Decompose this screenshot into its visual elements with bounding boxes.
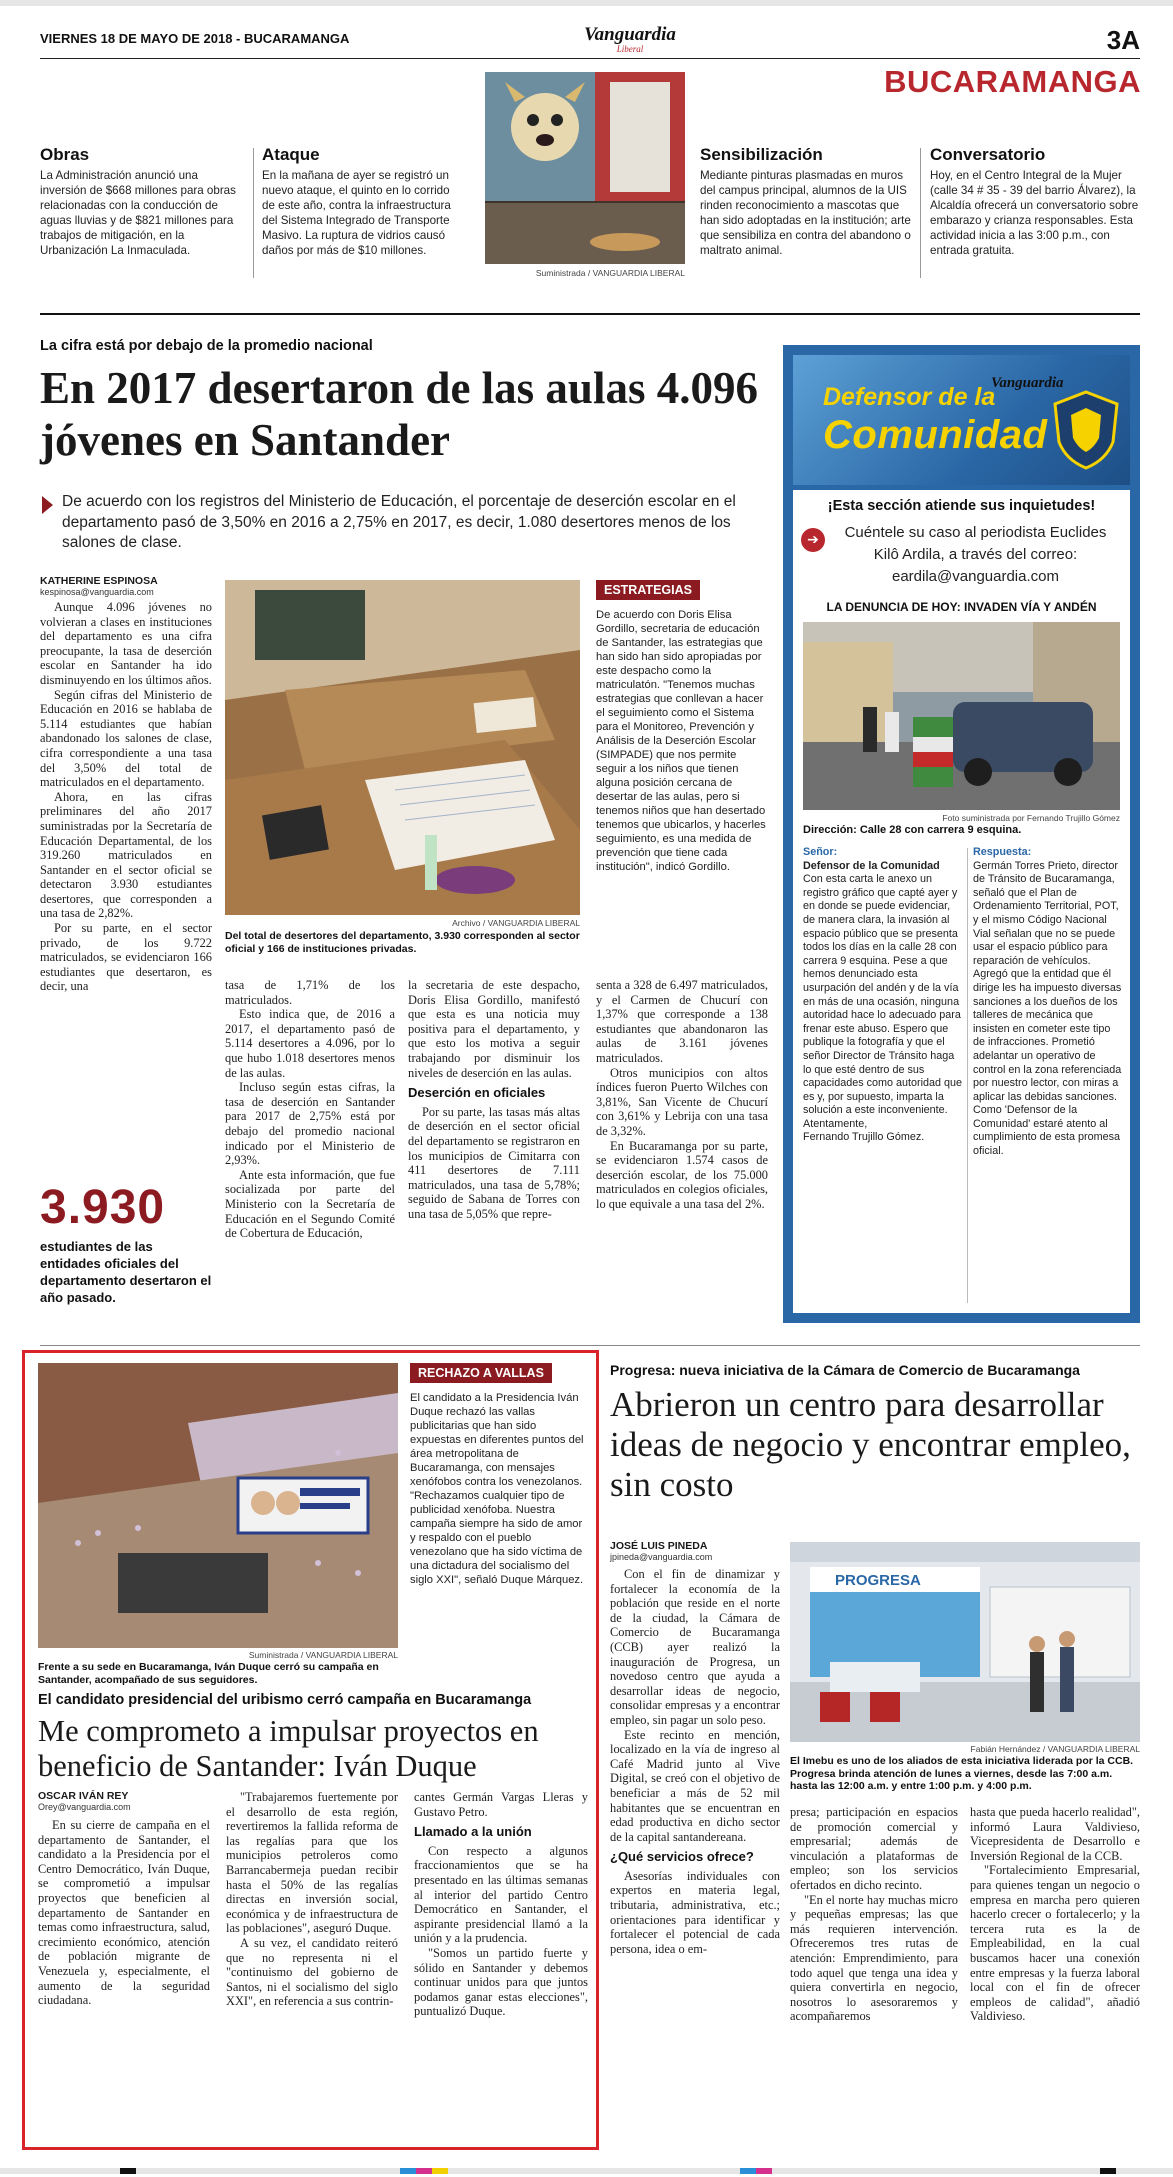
paragraph: Con el fin de dinamizar y fortalecer la economía de la población que reside en el norte de la ciudad, la Cámara de Comercio de Bucaramanga (CCB) ayer realizó la inauguración de Progresa, un novedoso centro que ayuda a desarrollar ideas de negocio, consolidar empresas y a encontrar empleo, sin pagar un solo peso. [610, 1567, 780, 1727]
paragraph: En su cierre de campaña en el departamento de Santander, el candidato a la Presidencia por el Centro Democrático, Iván Duque, se comprometió a impulsar proyectos que beneficien al departamento de Santander en temas como infraestructura, salud, crecimiento económico, atención de población migrante de Venezuela y, especialmente, el aumento de la seguridad ciudadana. [38, 1818, 210, 2008]
section-rule [40, 313, 1140, 315]
paragraph: "Somos un partido fuerte y sólido en Santander y debemos continuar unidos para que juntos podamos ganar estas elecciones", puntualizó Duque. [414, 1945, 588, 2019]
byline-name: KATHERINE ESPINOSA [40, 575, 158, 587]
lead-column-2 [225, 978, 395, 1241]
office-sign: PROGRESA [835, 1572, 921, 1589]
response-text: Germán Torres Prieto, director de Tránsito de Bucaramanga, señaló que el Plan de Ordenamiento Territorial, POT, y el mismo Código Nacional Vial señalan que no se puede usar el espacio público para reparación de vehículos. Agregó que la entidad que él dirige les ha impuesto diversas sanciones a los dueños de los talleres de mecánica que insisten en cometer este tipo de infracciones. Prometió adelantar un operativo de control en la zona referenciada por nuestro lector, con miras a aplicar las debidas sanciones. Como 'Defensor de la Comunidad' estaré atento al cumplimiento de esta promesa oficial. [973, 859, 1122, 1158]
paragraph: "Trabajaremos fuertemente por el desarrollo de esta región, revertiremos la fallida reforma de las regalías para que los municipios petroleros como Barrancabermeja puedan recibir hasta el 50% de las regalías directas en inversión social, económica y de infraestructura de las poblaciones", aseguró Duque. [226, 1790, 398, 1936]
duque-column-3 [414, 1790, 588, 2135]
defensor-logo-line2: Comunidad [823, 413, 1048, 457]
classroom-photo [225, 580, 580, 915]
mural-illustration [485, 72, 685, 264]
progresa-column-2 [790, 1805, 958, 2137]
color-patch [756, 2168, 772, 2174]
paragraph: presa; participación en espacios de promoción comercial y empresarial; además de vinculación a plataformas de empleo; son los servicios ofertados en dicho recinto. [790, 1805, 958, 1892]
rally-illustration [38, 1363, 398, 1648]
duque-column-2 [226, 1790, 398, 2135]
sidebar-text: El candidato a la Presidencia Iván Duque rechazó las vallas publicitarias que han sido expuestas en diferentes puntos del área metropolitana de Bucaramanga, con mensajes xenófobos contra los venezolanos. "Rechazamos cualquier tipo de publicidad xenófoba. Nuestra campaña siempre ha sido de amor y respaldo con el pueblo venezolano que ha sido víctima de una dictadura del socialismo del siglo XXI", señaló Duque Márquez. [410, 1392, 584, 1586]
classroom-photo-caption: Del total de desertores del departamento, 3.930 corresponden al sector oficial y 166 de instituciones privadas. [225, 930, 580, 955]
paragraph: tasa de 1,71% de los matriculados. [225, 978, 395, 1007]
mural-photo-credit: Suministrada / VANGUARDIA LIBERAL [535, 268, 685, 278]
brief-title: Sensibilización [700, 145, 823, 164]
office-photo [790, 1542, 1140, 1742]
paragraph: Ante esta información, que fue socializada por parte del Ministerio con la Secretaría de Educación en el Segundo Comité de Cobertura de Educación, [225, 1167, 395, 1241]
defensor-logo-brand: Vanguardia [991, 375, 1064, 391]
paragraph: Este recinto en mención, localizado en la vía de ingreso al Café Madrid junto al Vive Digital, se creó con el objetivo de beneficiar a más de 52 mil habitantes que se encuentran en edad productiva en dicho sector de la capital santandereana. [610, 1727, 780, 1844]
color-patch [400, 2168, 416, 2174]
brief-text: La Administración anunció una inversión de $668 millones para obras relacionadas con la conducción de aguas lluvias y de $821 millones para trabajos de mitigación, en la Urbanización La Inmaculada. [40, 169, 236, 257]
paragraph: Por su parte, en el sector privado, de los 9.722 matriculados, se evidenciaron 166 estudiantes que desertaron, es decir, una [40, 921, 212, 994]
header-logo-sub: Liberal [616, 44, 644, 54]
letter-divider [967, 848, 968, 1303]
page-header [40, 25, 1140, 59]
letter-subheading: Defensor de la Comunidad [803, 859, 940, 872]
brief-title: Ataque [262, 145, 320, 164]
color-patch [1100, 2168, 1116, 2174]
color-patch [432, 2168, 448, 2174]
byline-email: kespinosa@vanguardia.com [40, 587, 154, 597]
brief-ataque [262, 145, 462, 258]
lead-column-4 [596, 978, 768, 1211]
progresa-byline [610, 1540, 790, 1562]
office-photo-credit: Fabián Hernández / VANGUARDIA LIBERAL [970, 1744, 1140, 1754]
defensor-notice-title: ¡Esta sección atiende sus inquietudes! [827, 498, 1096, 514]
defensor-logo-line1: Defensor de la [823, 383, 996, 411]
sidebar-label: ESTRATEGIAS [596, 580, 700, 600]
mural-photo [485, 72, 685, 264]
byline-email: Orey@vanguardia.com [38, 1802, 131, 1812]
subhead: ¿Qué servicios ofrece? [610, 1849, 754, 1865]
paragraph: Según cifras del Ministerio de Educación en 2016 se hablaba de 5.114 estudiantes que habían abandonado los salones de clase, cifra correspondiente a una tasa del 3,50% del total de matriculados en el departamento. [40, 687, 212, 790]
defensor-notice-text: Cuéntele su caso al periodista Euclides Kilô Ardila, a través del correo: eardila@vanguardia.com [844, 524, 1107, 585]
brief-sensibilizacion [700, 145, 915, 258]
paragraph: Con respecto a algunos fraccionamientos que se ha presentado en las últimas semanas al interior del partido Centro Democrático en Santander, el aspirante presidencial llamó a la unión y a la prudencia. [414, 1843, 588, 1946]
byline-email: jpineda@vanguardia.com [610, 1552, 713, 1562]
color-patch [120, 2168, 136, 2174]
color-patch [740, 2168, 756, 2174]
street-photo [803, 622, 1120, 810]
duque-byline [38, 1790, 218, 1812]
defensor-letter [803, 846, 963, 1306]
paragraph: Otros municipios con altos índices fueron Puerto Wilches con 3,81%, San Vicente de Chucurí con 3,61% y Lebrija con una tasa de 3,32%. [596, 1065, 768, 1138]
lead-kicker: La cifra está por debajo de la promedio nacional [40, 338, 373, 354]
paragraph: Por su parte, las tasas más altas de deserción en el sector oficial del departamento se registraron en los municipios de Cimitarra con 411 desertores de 7.111 matriculados, una tasa de 5,78%; seguido de Sabana de Torres con una tasa de 5,05% que repre- [408, 1104, 580, 1221]
letter-sign-2: Fernando Trujillo Gómez. [803, 1131, 925, 1144]
estrategias-sidebar [596, 580, 766, 998]
letter-sign-1: Atentamente, [803, 1117, 868, 1130]
brief-title: Conversatorio [930, 145, 1046, 164]
brief-divider [920, 148, 921, 278]
rally-photo-caption: Frente a su sede en Bucaramanga, Iván Duque cerró su campaña en Santander, acompañado de sus seguidores. [38, 1661, 379, 1686]
stat-text: estudiantes de las entidades oficiales del departamento desertaron el año pasado. [40, 1239, 212, 1305]
duque-headline: Me comprometo a impulsar proyectos en beneficio de Santander: Iván Duque [38, 1714, 539, 1783]
rechazo-sidebar [410, 1363, 588, 1681]
section-title: BUCARAMANGA [884, 64, 1141, 99]
sidebar-label: RECHAZO A VALLAS [410, 1363, 552, 1383]
paragraph: senta a 328 de 6.497 matriculados, y el Carmen de Chucurí con 1,37% que corresponde a 138 estudiantes que abandonaron las aulas de 3.161 jóvenes matriculados. [596, 978, 768, 1065]
lead-headline: En 2017 desertaron de las aulas 4.096 jóvenes en Santander [40, 363, 758, 465]
rally-photo-credit: Suministrada / VANGUARDIA LIBERAL [248, 1650, 398, 1660]
street-illustration [803, 622, 1120, 810]
progresa-column-1 [610, 1567, 780, 2137]
classroom-photo-credit: Archivo / VANGUARDIA LIBERAL [452, 918, 580, 928]
rally-photo [38, 1363, 398, 1648]
paragraph: Ahora, en las cifras preliminares del año 2017 suministradas por la Secretaría de Educación Departamental, de los 319.260 matriculados en Santander en el sector oficial se detectaron 3.930 estudiantes desertores, que corresponden a una tasa de 2,82%. [40, 789, 212, 921]
classroom-illustration [225, 580, 580, 915]
lead-deck: De acuerdo con los registros del Ministerio de Educación, el porcentaje de deserción escolar en el departamento pasó de 3,50% en 2016 a 2,75% en 2017, es decir, 1.080 desertores menos de los salones de clase. [62, 493, 736, 551]
lead-column-1 [40, 600, 212, 1162]
header-page-number: 3A [1106, 25, 1140, 55]
defensor-case-title: LA DENUNCIA DE HOY: INVADEN VÍA Y ANDÉN [826, 600, 1097, 614]
color-patch [416, 2168, 432, 2174]
brief-title: Obras [40, 145, 90, 164]
progresa-headline: Abrieron un centro para desarrollar ideas de negocio y encontrar empleo, sin costo [610, 1385, 1131, 1504]
letter-text: Con esta carta le anexo un registro gráfico que capté ayer y en donde se puede evidenciar, de manera clara, la invasión al espacio público que se presenta todos los días en la calle 28 con carrera 9 esquina. Pese a que hemos denunciado esta usurpación del andén y de la vía en más de una ocasión, ninguna autoridad hace lo adecuado para frenar este abuso. Espero que publique la fotografía y que el señor Director de Tránsito haga lo que esté dentro de sus capacidades como autoridad que es y, por supuesto, imparta la solución a este inconveniente. [803, 873, 963, 1117]
lead-byline [40, 575, 220, 597]
paragraph: la secretaria de este despacho, Doris Elisa Gordillo, manifestó que esta es una noticia muy positiva para el departamento, y que esto los motiva a seguir trabajando por disminuir los niveles de deserción en las aulas. [408, 978, 580, 1080]
response-heading: Respuesta: [973, 846, 1032, 858]
brief-obras [40, 145, 245, 258]
defensor-logo-area [793, 355, 1130, 485]
defensor-content [793, 490, 1130, 1313]
brief-text: En la mañana de ayer se registró un nuevo ataque, el quinto en lo corrido de este año, contra la infraestructura del Sistema Integrado de Transporte Masivo. La ruptura de vidrios causó daños por más de $10 millones. [262, 169, 451, 257]
brief-text: Hoy, en el Centro Integral de la Mujer (calle 34 # 35 - 39 del barrio Álvarez), la Alcaldía ofrecerá un conversatorio sobre embarazo y crianza responsables. Esta actividad inicia a las 3:00 p.m., con entrada gratuita. [930, 169, 1139, 257]
paragraph: A su vez, el candidato reiteró que no representa ni el "continuismo del gobierno de Santos, ni el socialismo del siglo XXI", en referencia a sus contrin- [226, 1935, 398, 2009]
brief-text: Mediante pinturas plasmadas en muros del campus principal, alumnos de la UIS rinden reconocimiento a mascotas que han sido adoptadas en la institución; arte que sensibiliza en contra del abandono o maltrato animal. [700, 169, 911, 257]
section-rule [40, 1345, 1140, 1346]
paragraph: Incluso según estas cifras, la tasa de deserción en Santander para 2017 de 2,75% está por debajo del promedio nacional indicado por el Ministerio de 2,93%. [225, 1080, 395, 1168]
paragraph: Esto indica que, de 2016 a 2017, el departamento pasó de 5.114 desertores a 4.096, por lo que hubo 1.018 desertores menos de las aulas. [225, 1007, 395, 1080]
paragraph: "Fortalecimiento Empresarial, para quienes tengan un negocio o empresa en marcha pero quieren hacerlo crecer o fortalecerlo; y la tercera ruta es la de Empleabilidad, en la cual buscamos hacer una conexión entre empresas y la fuerza laboral local con el fin de ofrecer empleos de calidad", añadió Valdivieso. [970, 1863, 1140, 2024]
lead-column-3 [408, 978, 580, 1221]
subhead: Deserción en oficiales [408, 1085, 546, 1101]
stat-number: 3.930 [40, 1181, 166, 1234]
paragraph: Aunque 4.096 jóvenes no volvieran a clases en instituciones del departamento es una cifra preocupante, la tasa de deserción escolar en Santander ha ido disminuyendo en los últimos años. [40, 600, 212, 687]
print-color-bar-top [0, 0, 1173, 6]
byline-name: OSCAR IVÁN REY [38, 1790, 129, 1802]
defensor-response [973, 846, 1123, 1306]
header-logo-main: Vanguardia [584, 24, 676, 45]
brief-divider [253, 148, 254, 278]
lead-deck-marker [42, 496, 53, 514]
paragraph: hasta que pueda hacerlo realidad", informó Laura Valdivieso, Vicepresidenta de Desarrollo e Inversión Regional de la CCB. [970, 1805, 1140, 1863]
subhead: Llamado a la unión [414, 1824, 532, 1840]
progresa-column-3 [970, 1805, 1140, 2137]
paragraph: "En el norte hay muchas micro y pequeñas empresas; las que más requieren intervención. Ofreceremos tres rutas de atención: Emprendimiento, para todo aquel que tenga una idea y quiera convertirla en negocio, nosotros lo asesoraremos y acompañaremos [790, 1892, 958, 2024]
byline-name: JOSÉ LUIS PINEDA [610, 1540, 708, 1552]
progresa-kicker: Progresa: nueva iniciativa de la Cámara de Comercio de Bucaramanga [610, 1362, 1080, 1378]
header-logo [560, 25, 700, 54]
brief-conversatorio [930, 145, 1140, 258]
paragraph: cantes Germán Vargas Lleras y Gustavo Petro. [414, 1790, 588, 1819]
arrow-icon: ➔ [801, 528, 825, 552]
street-photo-credit: Foto suministrada por Fernando Trujillo Gómez [942, 813, 1120, 823]
defensor-box [783, 345, 1140, 1323]
letter-heading: Señor: [803, 846, 838, 858]
duque-kicker: El candidato presidencial del uribismo cerró campaña en Bucaramanga [38, 1692, 532, 1708]
shield-icon [1051, 390, 1121, 470]
office-photo-caption: El Imebu es uno de los aliados de esta iniciativa liderada por la CCB. Progresa brinda atención de lunes a viernes, desde las 7:00 a.m. hasta las 12:00 a.m. y entre 1:00 p.m. y 4:00 p.m. [790, 1755, 1134, 1792]
sidebar-text: De acuerdo con Doris Elisa Gordillo, secretaria de educación de Santander, las estrategias que han sido han sido apropiadas por este despacho como la matriculatón. "Tenemos muchas estrategias que conllevan a hacer el seguimiento como el Sistema para el Monitoreo, Prevención y Análisis de la Deserción Escolar (SIMPADE) que nos permite seguir a los niños que tienen alguna posición cercana de desertar de las aulas, pero si tenemos niños que han desertado tenemos que ubicarlos, y hacerles seguimiento, es una medida de prevención que tiene cada institución", indicó Gordillo. [596, 609, 766, 873]
header-date: VIERNES 18 DE MAYO DE 2018 - BUCARAMANGA [40, 31, 350, 46]
print-color-bar-bottom [0, 2168, 1173, 2174]
duque-column-1 [38, 1818, 210, 2138]
paragraph: En Bucaramanga por su parte, se evidenciaron 1.574 casos de deserción escolar, de los 75.000 matriculados en colegios oficiales, lo que equivale a una tasa del 2%. [596, 1138, 768, 1211]
street-photo-caption: Dirección: Calle 28 con carrera 9 esquina. [803, 824, 1022, 836]
paragraph: Asesorías individuales con expertos en materia legal, tributaria, administrativa, etc.; orientaciones para identificar y fortalecer el potencial de cada persona, idea o em- [610, 1868, 780, 1956]
